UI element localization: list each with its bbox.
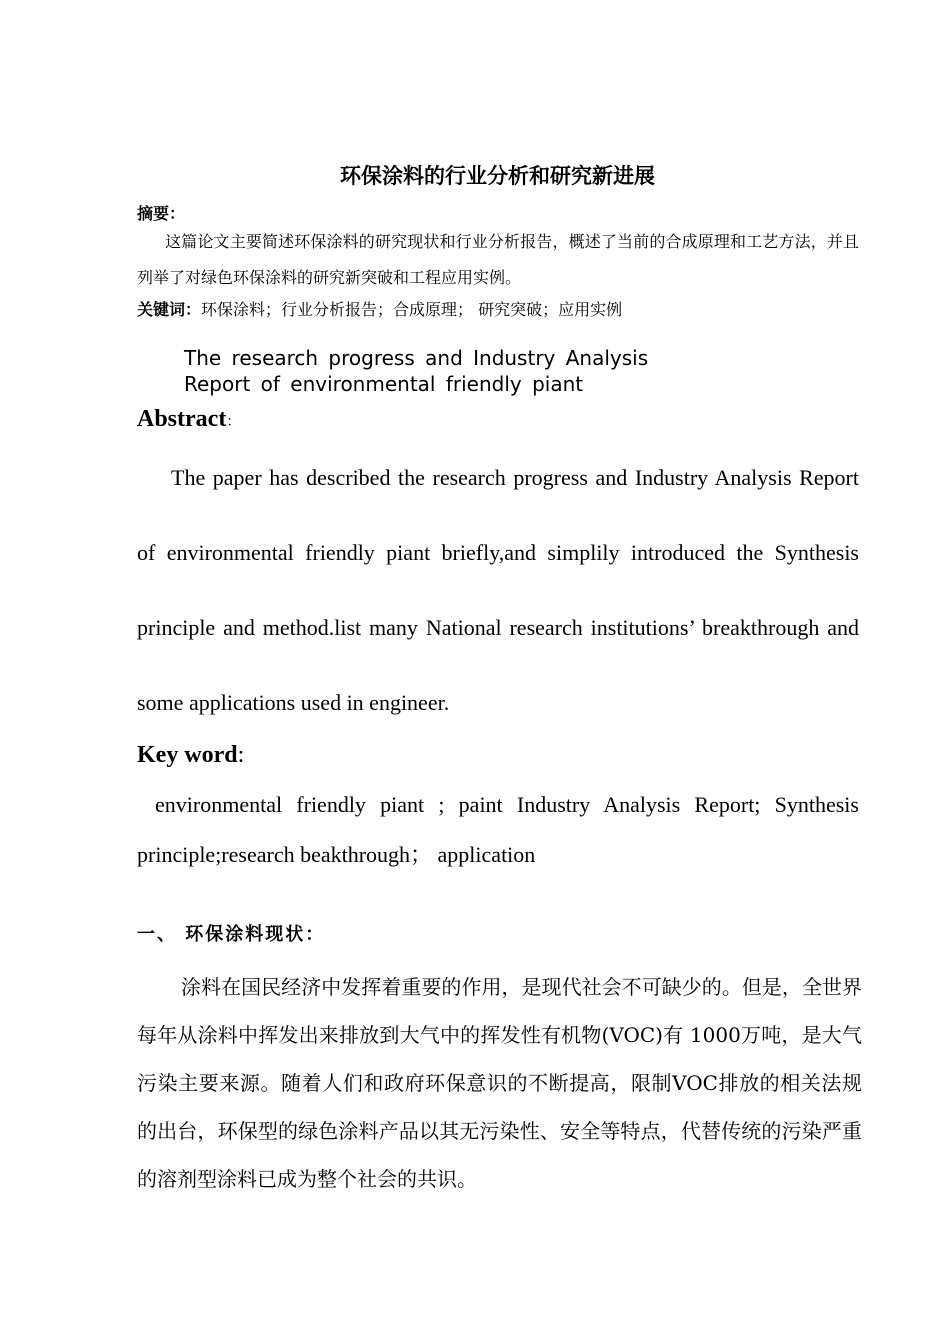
- abstract-en-text-block: [137, 440, 859, 740]
- section1-body: 涂料在国民经济中发挥着重要的作用，是现代社会不可缺少的。但是，全世界每年从涂料中挥发出来排放到大气中的挥发性有机物(VOC)有 1000万吨，是大气污染主要来源。随着人们和政府环保意识的不断提高，限制VOC排放的相关法规的出台，环保型的绿色涂料产品以其无污染性、安全等特点，代替传统的污染严重的溶剂型涂料已成为整个社会的共识。: [137, 975, 862, 1191]
- keywords-en-label-text: Key word: [137, 742, 238, 768]
- abstract-en-text: The paper has described the research progress and Industry Analysis Report of environmental friendly piant briefly,and simplily introduced the Synthesis principle and method.list many National research institutions’ breakthrough and some applications used in engineer.: [137, 465, 859, 715]
- keywords-en-text-block: [137, 780, 859, 880]
- abstract-cn-text: 这篇论文主要简述环保涂料的研究现状和行业分析报告，概述了当前的合成原理和工艺方法，并且列举了对绿色环保涂料的研究新突破和工程应用实例。: [137, 232, 859, 287]
- english-title: [184, 345, 648, 397]
- keywords-cn-text: 环保涂料；行业分析报告；合成原理； 研究突破；应用实例: [201, 300, 623, 319]
- abstract-en-label: [137, 406, 240, 433]
- keywords-cn-label: 关键词：: [137, 300, 202, 319]
- section1-heading: 一、 环保涂料现状：: [137, 924, 326, 945]
- keywords-en-label: [137, 742, 244, 769]
- abstract-cn-label: 摘要：: [137, 204, 186, 223]
- keywords-cn: [137, 297, 622, 320]
- paper-title: 环保涂料的行业分析和研究新进展: [340, 164, 655, 188]
- abstract-en-colon: ：: [226, 415, 241, 430]
- english-title-line1: The research progress and Industry Analysis: [184, 346, 649, 370]
- abstract-en-label-text: Abstract: [137, 406, 227, 432]
- section1-body-block: [137, 963, 862, 1203]
- english-title-line2: Report of environmental friendly piant: [184, 372, 584, 396]
- keywords-en-colon: :: [237, 742, 245, 768]
- abstract-cn-text-block: [137, 224, 859, 296]
- keywords-en-text: environmental friendly piant ; paint Industry Analysis Report; Synthesis principle;research beakthrough； application: [137, 792, 859, 867]
